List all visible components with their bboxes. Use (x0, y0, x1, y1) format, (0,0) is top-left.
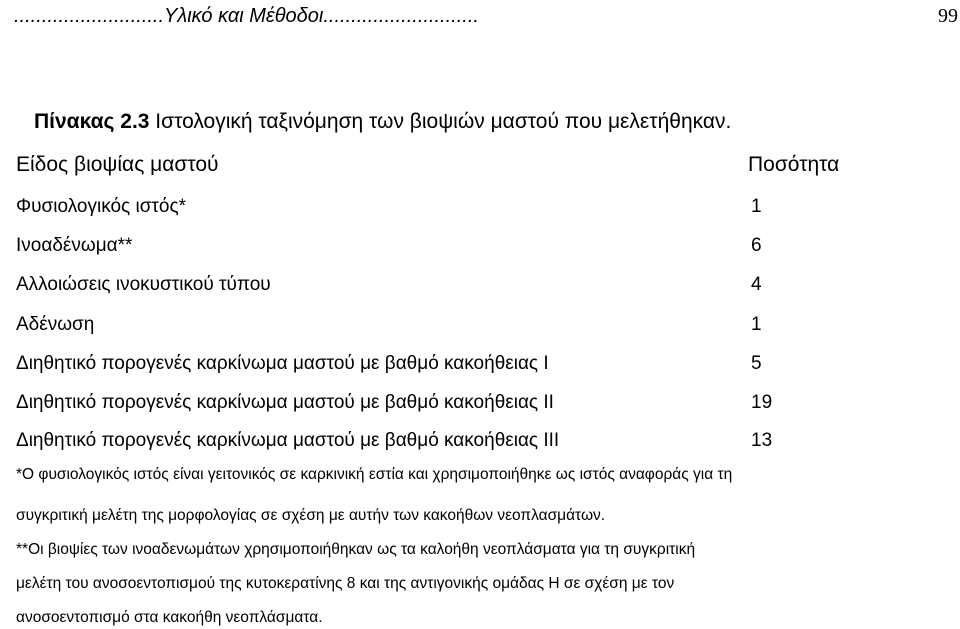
quantity-cell: 13 (751, 430, 773, 451)
quantity-cell: 1 (751, 314, 762, 335)
table-row (16, 192, 956, 222)
footnote-line: συγκριτική μελέτη της μορφολογίας σε σχέση με αυτήν των κακοήθων νεοπλασμάτων. (16, 507, 606, 524)
biopsy-type-cell: Διηθητικό πορογενές καρκίνωμα μαστού με βαθμό κακοήθειας II (16, 392, 554, 413)
quantity-cell: 5 (751, 353, 762, 374)
table-row (16, 388, 956, 418)
footnote-line: *Ο φυσιολογικός ιστός είναι γειτονικός σε καρκινική εστία και χρησιμοποιήθηκε ως ιστός αναφοράς για τη (16, 466, 733, 483)
biopsy-type-cell: Διηθητικό πορογενές καρκίνωμα μαστού με βαθμό κακοήθειας III (16, 430, 560, 451)
table-row (16, 310, 956, 340)
quantity-cell: 4 (751, 274, 762, 295)
footnote-line: μελέτη του ανοσοεντοπισμού της κυτοκερατίνης 8 και της αντιγονικής ομάδας Η σε σχέση με τον (16, 575, 675, 592)
biopsy-type-cell: Διηθητικό πορογενές καρκίνωμα μαστού με βαθμό κακοήθειας I (16, 353, 549, 374)
table-row (16, 426, 956, 456)
biopsy-type-cell: Φυσιολογικός ιστός* (16, 196, 187, 217)
footnote-line: **Οι βιοψίες των ινοαδενωμάτων χρησιμοποιήθηκαν ως τα καλοήθη νεοπλάσματα για τη συγκριτική (16, 541, 696, 558)
table-header-row (16, 150, 956, 180)
quantity-cell: 19 (751, 392, 773, 413)
quantity-cell: 6 (751, 235, 762, 256)
table-caption-label: Πίνακας 2.3 (34, 110, 150, 133)
page-header (14, 2, 960, 30)
header-quantity: Ποσότητα (748, 153, 840, 176)
biopsy-type-cell: Αδένωση (16, 314, 95, 335)
table-caption (34, 108, 731, 136)
table-caption-text: Ιστολογική ταξινόμηση των βιοψιών μαστού που μελετήθηκαν. (149, 110, 732, 133)
table-row (16, 270, 956, 300)
page-number: 99 (938, 5, 958, 27)
header-biopsy-type: Είδος βιοψίας μαστού (16, 153, 219, 176)
table-row (16, 349, 956, 379)
footnote-line: ανοσοεντοπισμό στα κακοήθη νεοπλάσματα. (16, 609, 323, 626)
quantity-cell: 1 (751, 196, 762, 217)
biopsy-type-cell: Αλλοιώσεις ινοκυστικού τύπου (16, 274, 271, 295)
biopsy-type-cell: Ινοαδένωμα** (16, 235, 133, 256)
table-row (16, 231, 956, 261)
running-title: ...........................Υλικό και Μέθοδοι............................ (14, 5, 479, 27)
